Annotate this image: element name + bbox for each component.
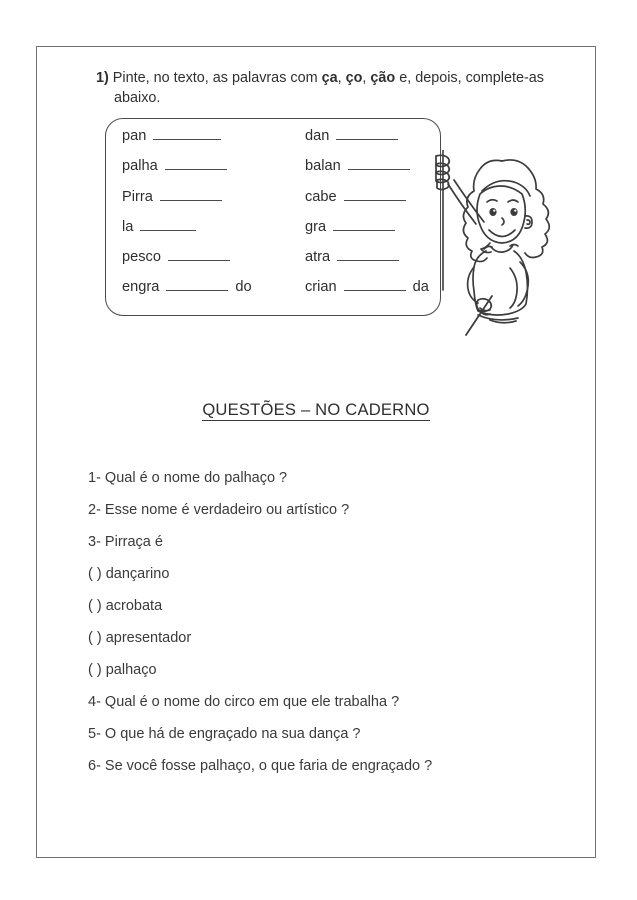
fill-blank[interactable] (333, 219, 395, 231)
word-stem: engra (122, 279, 160, 296)
word-suffix: da (412, 279, 429, 296)
word-stem: balan (305, 158, 341, 175)
question-item: 2- Esse nome é verdadeiro ou artístico ? (88, 502, 350, 518)
word-item (122, 249, 237, 265)
fill-blank[interactable] (165, 158, 227, 170)
fill-blank[interactable] (344, 189, 406, 201)
word-stem: pan (122, 128, 147, 144)
word-list-grid (122, 128, 452, 310)
word-stem: Pirra (122, 188, 153, 205)
separator-2: , (362, 70, 367, 86)
questions-section-heading (36, 400, 596, 420)
question-item: 3- Pirraça é (88, 534, 163, 550)
word-item (122, 219, 203, 235)
fill-blank[interactable] (344, 279, 406, 291)
word-stem: pesco (122, 249, 161, 266)
instruction-text-after: e, depois, complete-as (399, 70, 544, 86)
word-suffix: do (235, 279, 252, 296)
highlight-cao: ção (370, 70, 396, 86)
word-item (122, 189, 229, 205)
fill-blank[interactable] (160, 189, 222, 201)
fill-blank[interactable] (168, 249, 230, 261)
answer-option-item[interactable]: ( ) palhaço (88, 662, 157, 678)
instruction-text-line2: abaixo. (114, 90, 161, 106)
word-row (122, 249, 452, 279)
fill-blank[interactable] (348, 158, 410, 170)
instruction-text-before: Pinte, no texto, as palavras com (112, 70, 318, 86)
word-item (122, 128, 228, 144)
exercise-number: 1) (96, 70, 109, 86)
word-stem: dan (305, 128, 330, 144)
fill-blank[interactable] (336, 128, 398, 140)
exercise-instruction (96, 68, 566, 108)
girl-with-pointer-illustration (432, 150, 572, 350)
word-row (122, 128, 452, 158)
questions-heading-text: QUESTÕES – NO CADERNO (202, 400, 430, 419)
question-item: 5- O que há de engraçado na sua dança ? (88, 726, 361, 742)
answer-option-item[interactable]: ( ) apresentador (88, 630, 192, 646)
word-stem: la (122, 218, 134, 235)
fill-blank[interactable] (337, 249, 399, 261)
word-item (305, 249, 406, 265)
word-item (122, 279, 252, 295)
answer-option-item[interactable]: ( ) dançarino (88, 566, 170, 582)
word-item (305, 189, 413, 205)
word-item (305, 158, 417, 174)
word-row (122, 279, 452, 309)
word-stem: atra (305, 249, 331, 266)
word-row (122, 219, 452, 249)
word-item (305, 128, 405, 144)
word-stem: gra (305, 218, 327, 235)
questions-list (88, 462, 558, 782)
word-stem: cabe (305, 188, 337, 205)
highlight-co: ço (345, 70, 363, 86)
question-item: 1- Qual é o nome do palhaço ? (88, 470, 288, 486)
word-row (122, 158, 452, 188)
fill-blank[interactable] (166, 279, 228, 291)
answer-option-item[interactable]: ( ) acrobata (88, 598, 163, 614)
word-stem: palha (122, 158, 158, 175)
word-item (305, 279, 429, 295)
question-item: 4- Qual é o nome do circo em que ele trabalha ? (88, 694, 400, 710)
fill-blank[interactable] (153, 128, 221, 140)
word-item (122, 158, 234, 174)
word-item (305, 219, 402, 235)
question-item: 6- Se você fosse palhaço, o que faria de engraçado ? (88, 758, 433, 774)
fill-blank[interactable] (140, 219, 196, 231)
word-row (122, 189, 452, 219)
word-stem: crian (305, 279, 337, 296)
highlight-ca: ça (321, 70, 338, 86)
separator-1: , (337, 70, 342, 86)
